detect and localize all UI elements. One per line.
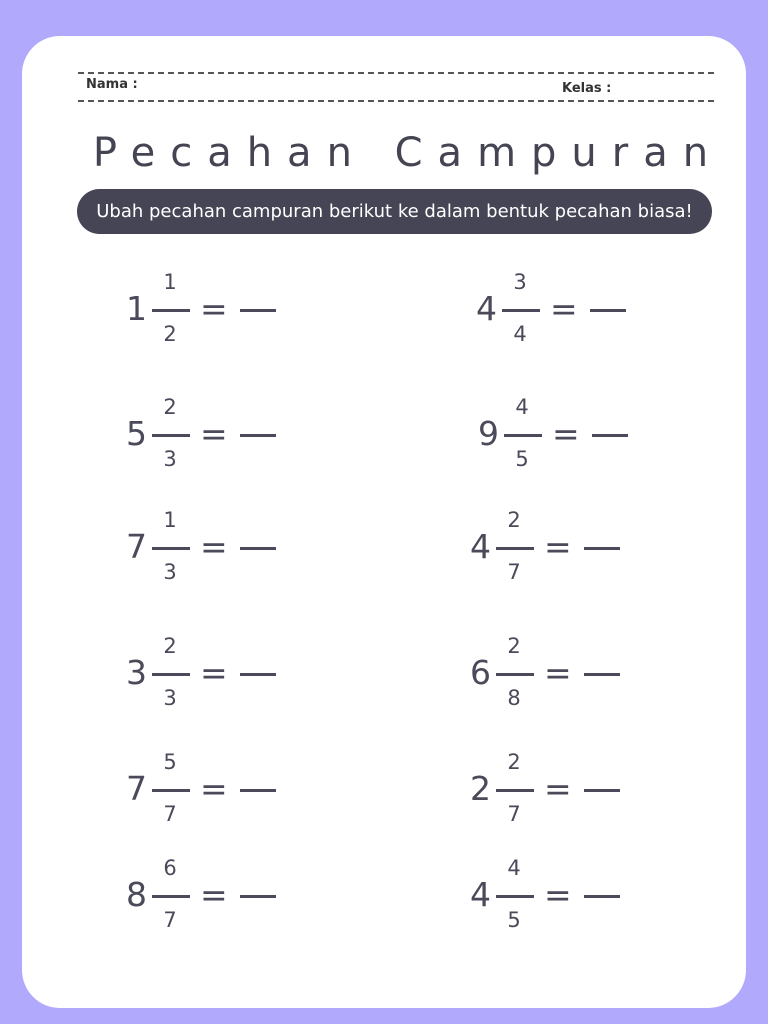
numerator: 2 bbox=[163, 634, 177, 658]
whole-number: 6 bbox=[470, 653, 491, 692]
equals-sign: = bbox=[544, 653, 572, 692]
fraction-bar bbox=[496, 673, 534, 676]
whole-number: 8 bbox=[126, 875, 147, 914]
equals-sign: = bbox=[200, 414, 228, 453]
answer-blank[interactable] bbox=[584, 673, 620, 676]
numerator: 5 bbox=[163, 750, 177, 774]
answer-blank[interactable] bbox=[592, 434, 628, 437]
answer-blank[interactable] bbox=[240, 673, 276, 676]
denominator: 3 bbox=[163, 560, 177, 584]
problem-7 bbox=[126, 634, 326, 714]
answer-blank[interactable] bbox=[240, 895, 276, 898]
equals-sign: = bbox=[200, 769, 228, 808]
equals-sign: = bbox=[550, 289, 578, 328]
fraction-bar bbox=[152, 309, 190, 312]
answer-blank[interactable] bbox=[584, 547, 620, 550]
problem-6 bbox=[470, 508, 670, 588]
fraction-bar bbox=[152, 434, 190, 437]
numerator: 3 bbox=[513, 270, 527, 294]
fraction-bar bbox=[152, 673, 190, 676]
answer-blank[interactable] bbox=[240, 434, 276, 437]
fraction-bar bbox=[496, 895, 534, 898]
answer-blank[interactable] bbox=[584, 789, 620, 792]
denominator: 5 bbox=[515, 447, 529, 471]
kelas-label: Kelas : bbox=[562, 81, 612, 96]
numerator: 2 bbox=[507, 634, 521, 658]
denominator: 4 bbox=[513, 322, 527, 346]
answer-blank[interactable] bbox=[240, 547, 276, 550]
equals-sign: = bbox=[200, 527, 228, 566]
whole-number: 3 bbox=[126, 653, 147, 692]
nama-label: Nama : bbox=[86, 77, 138, 92]
fraction-bar bbox=[496, 547, 534, 550]
whole-number: 7 bbox=[126, 769, 147, 808]
denominator: 3 bbox=[163, 447, 177, 471]
numerator: 6 bbox=[163, 856, 177, 880]
answer-blank[interactable] bbox=[590, 309, 626, 312]
denominator: 7 bbox=[507, 802, 521, 826]
top-dashed-line bbox=[78, 72, 714, 74]
equals-sign: = bbox=[544, 769, 572, 808]
worksheet bbox=[22, 36, 746, 1008]
denominator: 7 bbox=[163, 908, 177, 932]
numerator: 1 bbox=[163, 270, 177, 294]
whole-number: 4 bbox=[476, 289, 497, 328]
denominator: 3 bbox=[163, 686, 177, 710]
whole-number: 9 bbox=[478, 414, 499, 453]
denominator: 2 bbox=[163, 322, 177, 346]
numerator: 1 bbox=[163, 508, 177, 532]
whole-number: 1 bbox=[126, 289, 147, 328]
problem-11 bbox=[126, 856, 326, 936]
denominator: 8 bbox=[507, 686, 521, 710]
problem-3 bbox=[126, 395, 326, 475]
fraction-bar bbox=[152, 547, 190, 550]
equals-sign: = bbox=[544, 527, 572, 566]
worksheet-title: Pecahan Campuran bbox=[92, 130, 724, 176]
equals-sign: = bbox=[552, 414, 580, 453]
problem-4 bbox=[478, 395, 678, 475]
problem-5 bbox=[126, 508, 326, 588]
whole-number: 2 bbox=[470, 769, 491, 808]
numerator: 4 bbox=[507, 856, 521, 880]
equals-sign: = bbox=[544, 875, 572, 914]
problem-1 bbox=[126, 270, 326, 350]
problem-10 bbox=[470, 750, 670, 830]
equals-sign: = bbox=[200, 875, 228, 914]
numerator: 4 bbox=[515, 395, 529, 419]
fraction-bar bbox=[496, 789, 534, 792]
equals-sign: = bbox=[200, 653, 228, 692]
numerator: 2 bbox=[507, 508, 521, 532]
problem-9 bbox=[126, 750, 326, 830]
answer-blank[interactable] bbox=[584, 895, 620, 898]
answer-blank[interactable] bbox=[240, 789, 276, 792]
whole-number: 5 bbox=[126, 414, 147, 453]
fraction-bar bbox=[502, 309, 540, 312]
denominator: 5 bbox=[507, 908, 521, 932]
problem-2 bbox=[476, 270, 676, 350]
whole-number: 4 bbox=[470, 875, 491, 914]
instruction-banner: Ubah pecahan campuran berikut ke dalam bentuk pecahan biasa! bbox=[77, 189, 712, 234]
denominator: 7 bbox=[507, 560, 521, 584]
fraction-bar bbox=[152, 789, 190, 792]
problem-8 bbox=[470, 634, 670, 714]
numerator: 2 bbox=[163, 395, 177, 419]
problem-12 bbox=[470, 856, 670, 936]
fraction-bar bbox=[152, 895, 190, 898]
numerator: 2 bbox=[507, 750, 521, 774]
equals-sign: = bbox=[200, 289, 228, 328]
whole-number: 4 bbox=[470, 527, 491, 566]
fraction-bar bbox=[504, 434, 542, 437]
denominator: 7 bbox=[163, 802, 177, 826]
answer-blank[interactable] bbox=[240, 309, 276, 312]
bottom-dashed-line bbox=[78, 100, 714, 102]
whole-number: 7 bbox=[126, 527, 147, 566]
